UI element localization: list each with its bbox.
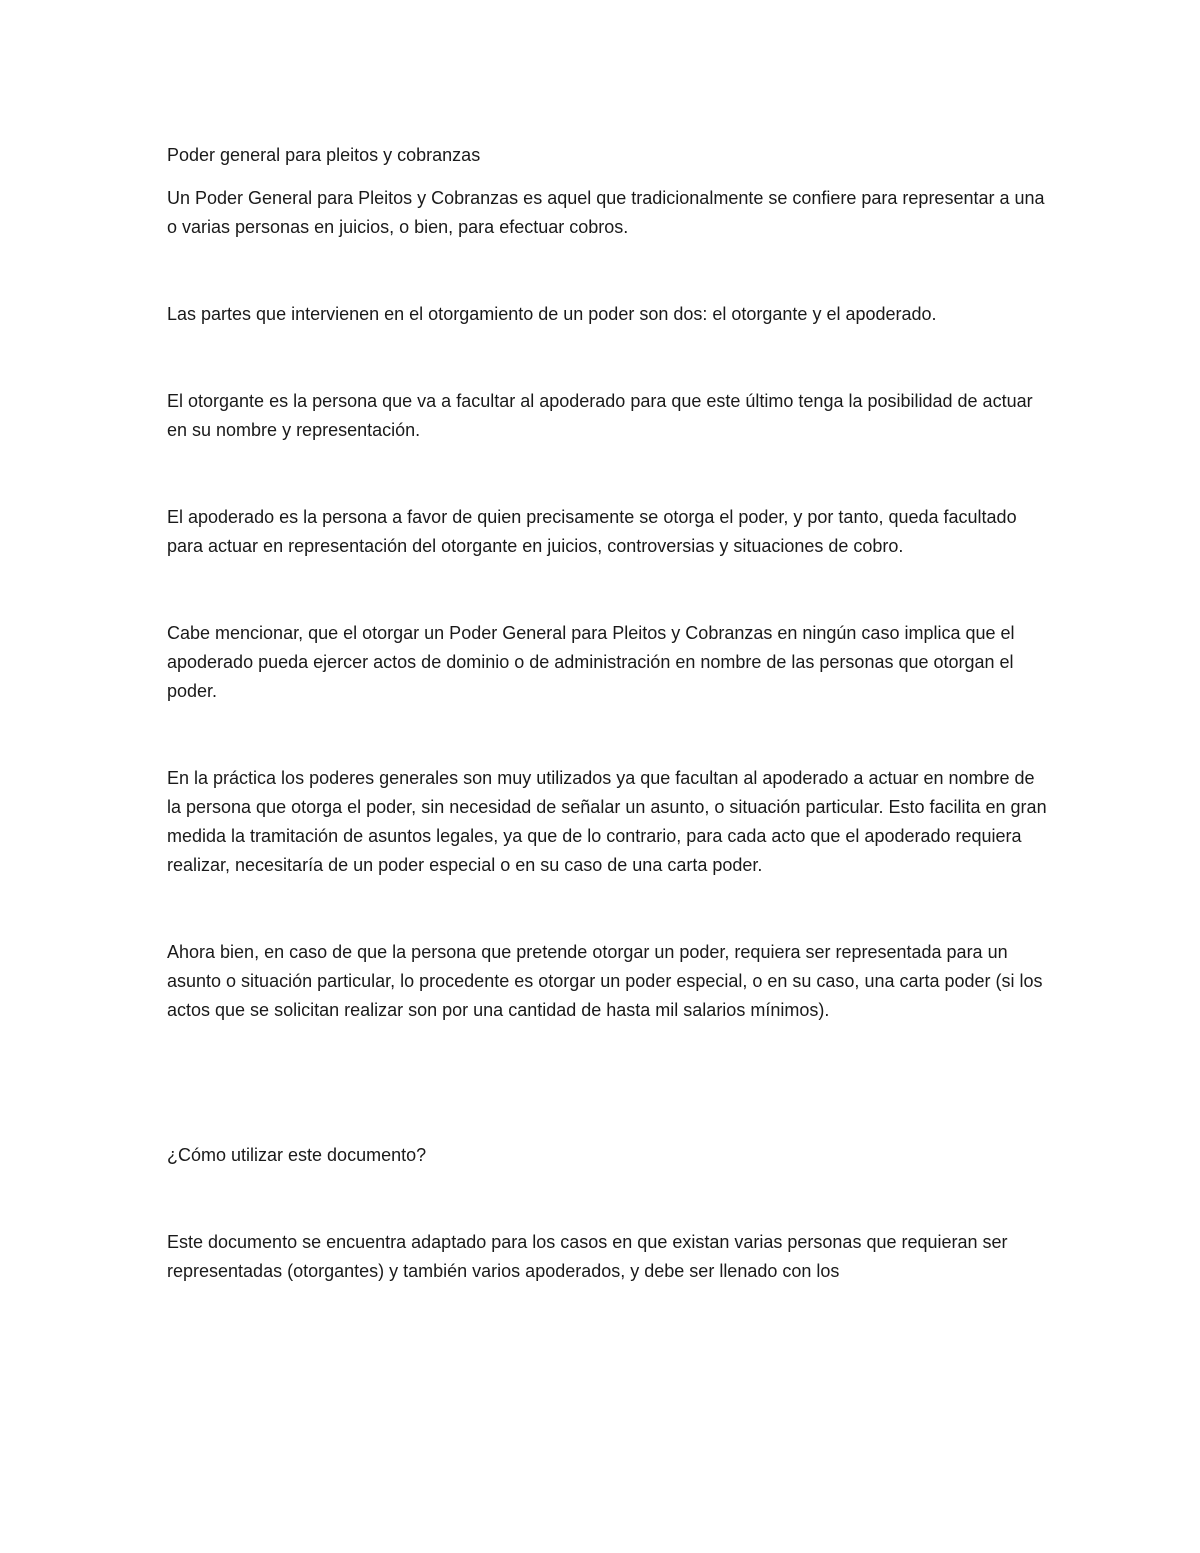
paragraph-otorgante: El otorgante es la persona que va a facultar al apoderado para que este último tenga la posibilidad de actuar en su nombre y representación.: [167, 391, 1033, 440]
document-title: Poder general para pleitos y cobranzas: [167, 145, 481, 165]
document-body: [167, 141, 1047, 1286]
paragraph-practice: En la práctica los poderes generales son muy utilizados ya que facultan al apoderado a actuar en nombre de la persona que otorga el poder, sin necesidad de señalar un asunto, o situación particular. Esto facilita en gran medida la tramitación de asuntos legales, ya que de lo contrario, para cada acto que el apoderado requiera realizar, necesitaría de un poder especial o en su caso de una carta poder.: [167, 768, 1047, 875]
paragraph-parties: Las partes que intervienen en el otorgamiento de un poder son dos: el otorgante y el apoderado.: [167, 304, 937, 324]
paragraph-apoderado: El apoderado es la persona a favor de quien precisamente se otorga el poder, y por tanto, queda facultado para actuar en representación del otorgante en juicios, controversias y situaciones de cobro.: [167, 507, 1017, 556]
paragraph-instructions: Este documento se encuentra adaptado para los casos en que existan varias personas que requieran ser representadas (otorgantes) y también varios apoderados, y debe ser llenado con los: [167, 1232, 1008, 1281]
paragraph-limitations: Cabe mencionar, que el otorgar un Poder General para Pleitos y Cobranzas en ningún caso implica que el apoderado pueda ejercer actos de dominio o de administración en nombre de las personas que otorgan el poder.: [167, 623, 1015, 701]
section-heading-how-to-use: ¿Cómo utilizar este documento?: [167, 1145, 427, 1165]
paragraph-definition: Un Poder General para Pleitos y Cobranzas es aquel que tradicionalmente se confiere para representar a una o varias personas en juicios, o bien, para efectuar cobros.: [167, 188, 1045, 237]
paragraph-special-power: Ahora bien, en caso de que la persona que pretende otorgar un poder, requiera ser representada para un asunto o situación particular, lo procedente es otorgar un poder especial, o en su caso, una carta poder (si los actos que se solicitan realizar son por una cantidad de hasta mil salarios mínimos).: [167, 942, 1043, 1020]
